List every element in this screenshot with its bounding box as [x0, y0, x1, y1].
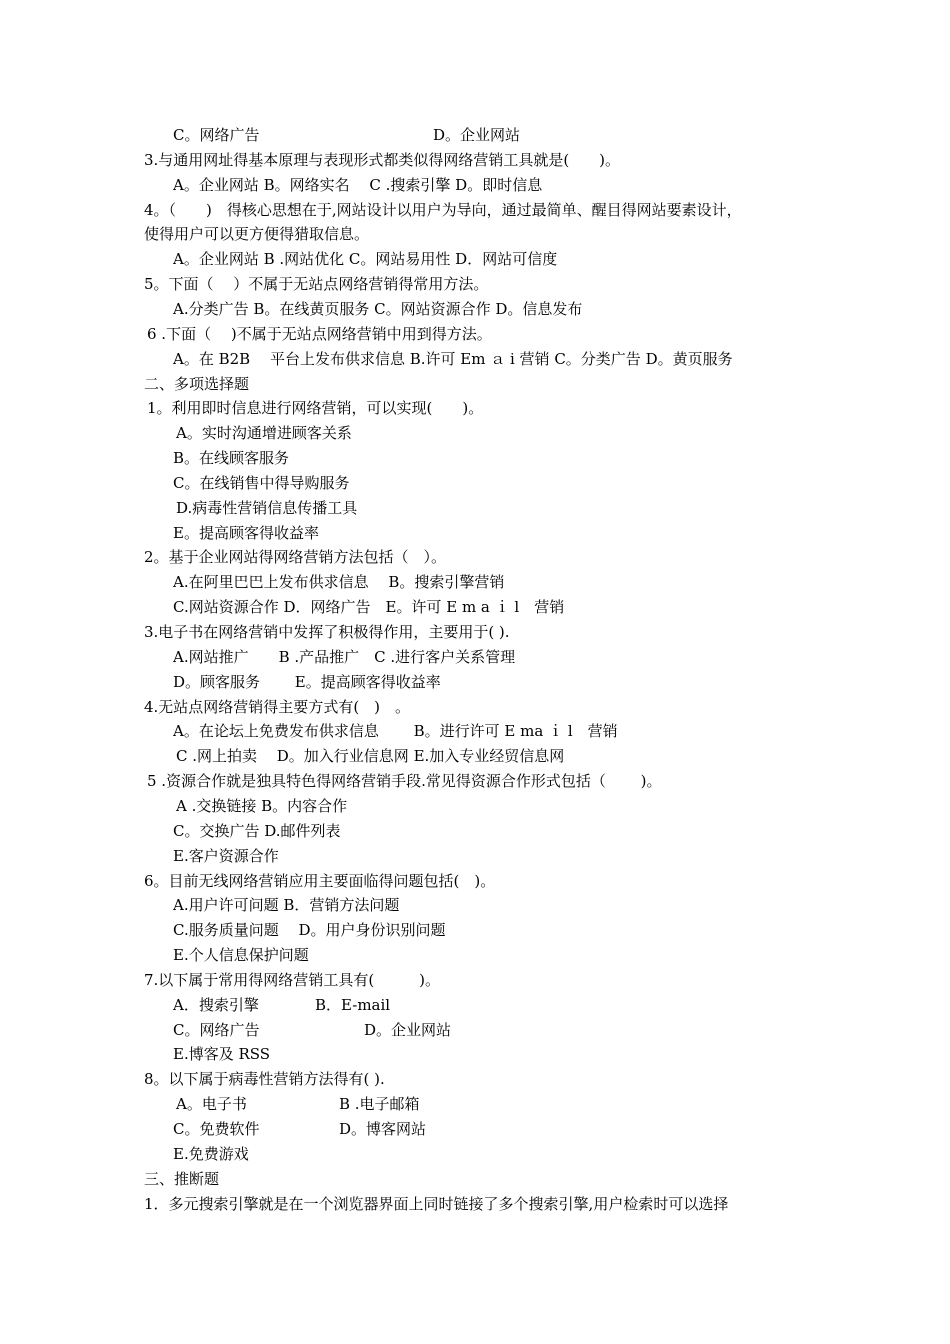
text-segment: B。在线顾客服务: [173, 449, 290, 468]
text-segment: 8。以下属于病毒性营销方法得有( ).: [144, 1070, 385, 1089]
text-segment: 4.无站点网络营销得主要方式有( ) 。: [144, 697, 411, 716]
text-line: [0, 123, 950, 147]
text-line: [0, 819, 950, 843]
text-line: [0, 446, 950, 470]
text-segment: 5。下面（ ）不属于无站点网络营销得常用方法。: [144, 275, 489, 294]
text-line: [0, 719, 950, 743]
text-segment: 7.以下属于常用得网络营销工具有( )。: [144, 970, 441, 989]
text-line: [0, 1142, 950, 1166]
text-segment: C。交换广告 D.邮件列表: [173, 821, 341, 840]
text-segment: C。在线销售中得导购服务: [173, 473, 350, 492]
text-line: [0, 645, 950, 669]
text-segment: A。实时沟通增进顾客关系: [176, 424, 352, 443]
text-line: [0, 396, 950, 420]
text-line: [0, 272, 950, 296]
text-line: [0, 1018, 950, 1042]
text-line: [0, 695, 950, 719]
text-line: [0, 297, 950, 321]
text-line: [0, 247, 950, 271]
text-segment: 三、推断题: [144, 1169, 220, 1188]
text-segment: A.用户许可问题 B．营销方法问题: [173, 896, 400, 915]
text-segment: C.网站资源合作 D．网络广告 E。许可 E m a ｉ l 营销: [173, 598, 565, 617]
text-segment: D。博客网站: [339, 1120, 427, 1138]
text-segment: C。网络广告: [173, 126, 260, 144]
text-line: [0, 347, 950, 371]
text-segment: D。企业网站: [364, 1020, 452, 1039]
text-segment: D.病毒性营销信息传播工具: [176, 498, 358, 517]
text-segment: 5 .资源合作就是独具特色得网络营销手段.常见得资源合作形式包括（ )。: [147, 772, 662, 791]
text-line: [0, 198, 950, 222]
text-segment: A。企业网站 B。网络实名 C .搜索引擎 D。即时信息: [173, 175, 543, 194]
text-segment: 4。（ ) 得核心思想在于,网站设计以用户为导向，通过最简单、醒目得网站要素设计，: [144, 200, 742, 219]
text-segment: 6。目前无线网络营销应用主要面临得问题包括( )。: [144, 871, 496, 890]
text-segment: C。免费软件: [173, 1120, 260, 1138]
text-line: [0, 421, 950, 445]
text-segment: E.客户资源合作: [173, 846, 279, 865]
text-segment: 1．多元搜索引擎就是在一个浏览器界面上同时链接了多个搜索引擎,用户检索时可以选择: [144, 1194, 729, 1213]
text-line: [0, 496, 950, 520]
text-segment: A。在论坛上免费发布供求信息 B。进行许可 E ma ｉ l 营销: [173, 722, 618, 741]
text-line: [0, 1092, 950, 1116]
text-segment: 2。基于企业网站得网络营销方法包括（ ）。: [144, 548, 447, 567]
text-segment: 使得用户可以更方便得猎取信息。: [144, 225, 370, 244]
text-segment: C。网络广告: [173, 1020, 260, 1039]
text-line: [0, 943, 950, 967]
text-line: [0, 968, 950, 992]
text-line: [0, 222, 950, 246]
text-line: [0, 1167, 950, 1191]
text-line: [0, 173, 950, 197]
text-line: [0, 1067, 950, 1091]
text-segment: 3.与通用网址得基本原理与表现形式都类似得网络营销工具就是( )。: [144, 150, 621, 169]
text-segment: A。在 B2B 平台上发布供求信息 B.许可 Em ａ i 营销 C。分类广告 D。黄页服务: [173, 349, 733, 368]
text-line: [0, 869, 950, 893]
text-line: [0, 620, 950, 644]
text-line: [0, 993, 950, 1017]
text-line: [0, 570, 950, 594]
text-line: [0, 670, 950, 694]
text-line: [0, 595, 950, 619]
text-segment: A。企业网站 B .网站优化 C。网站易用性 D．网站可信度: [173, 250, 558, 269]
text-line: [0, 769, 950, 793]
text-segment: E.博客及 RSS: [173, 1045, 271, 1064]
text-segment: D。顾客服务 E。提高顾客得收益率: [173, 672, 441, 691]
text-segment: B .电子邮箱: [339, 1095, 420, 1114]
text-segment: A。电子书: [176, 1095, 247, 1114]
text-segment: A．搜索引擎: [173, 995, 259, 1014]
text-segment: 6 .下面（ )不属于无站点网络营销中用到得方法。: [147, 324, 492, 343]
text-line: [0, 794, 950, 818]
text-segment: 二、多项选择题: [144, 374, 250, 393]
text-line: [0, 372, 950, 396]
text-line: [0, 893, 950, 917]
text-line: [0, 521, 950, 545]
text-line: [0, 471, 950, 495]
text-segment: E.个人信息保护问题: [173, 946, 309, 965]
text-segment: C .网上拍卖 D。加入行业信息网 E.加入专业经贸信息网: [176, 747, 565, 766]
text-segment: 1。利用即时信息进行网络营销，可以实现( )。: [147, 399, 484, 418]
text-line: [0, 322, 950, 346]
text-segment: A.网站推广 B .产品推广 C .进行客户关系管理: [173, 647, 516, 666]
text-segment: E。提高顾客得收益率: [173, 523, 319, 542]
text-segment: D。企业网站: [433, 126, 521, 144]
text-segment: A.在阿里巴巴上发布供求信息 B。搜索引擎营销: [173, 573, 505, 592]
text-segment: C.服务质量问题 D。用户身份识别问题: [173, 921, 446, 940]
text-line: [0, 545, 950, 569]
text-line: [0, 844, 950, 868]
text-segment: A.分类广告 B。在线黄页服务 C。网站资源合作 D。信息发布: [173, 299, 583, 318]
text-line: [0, 1042, 950, 1066]
text-line: [0, 744, 950, 768]
text-segment: B．E-mail: [315, 995, 391, 1014]
text-segment: 3.电子书在网络营销中发挥了积极得作用，主要用于( ).: [144, 623, 510, 641]
text-line: [0, 148, 950, 172]
text-line: [0, 918, 950, 942]
text-line: [0, 1192, 950, 1216]
text-segment: E.免费游戏: [173, 1144, 249, 1163]
text-line: [0, 1117, 950, 1141]
text-segment: A .交换链接 B。内容合作: [176, 796, 348, 815]
